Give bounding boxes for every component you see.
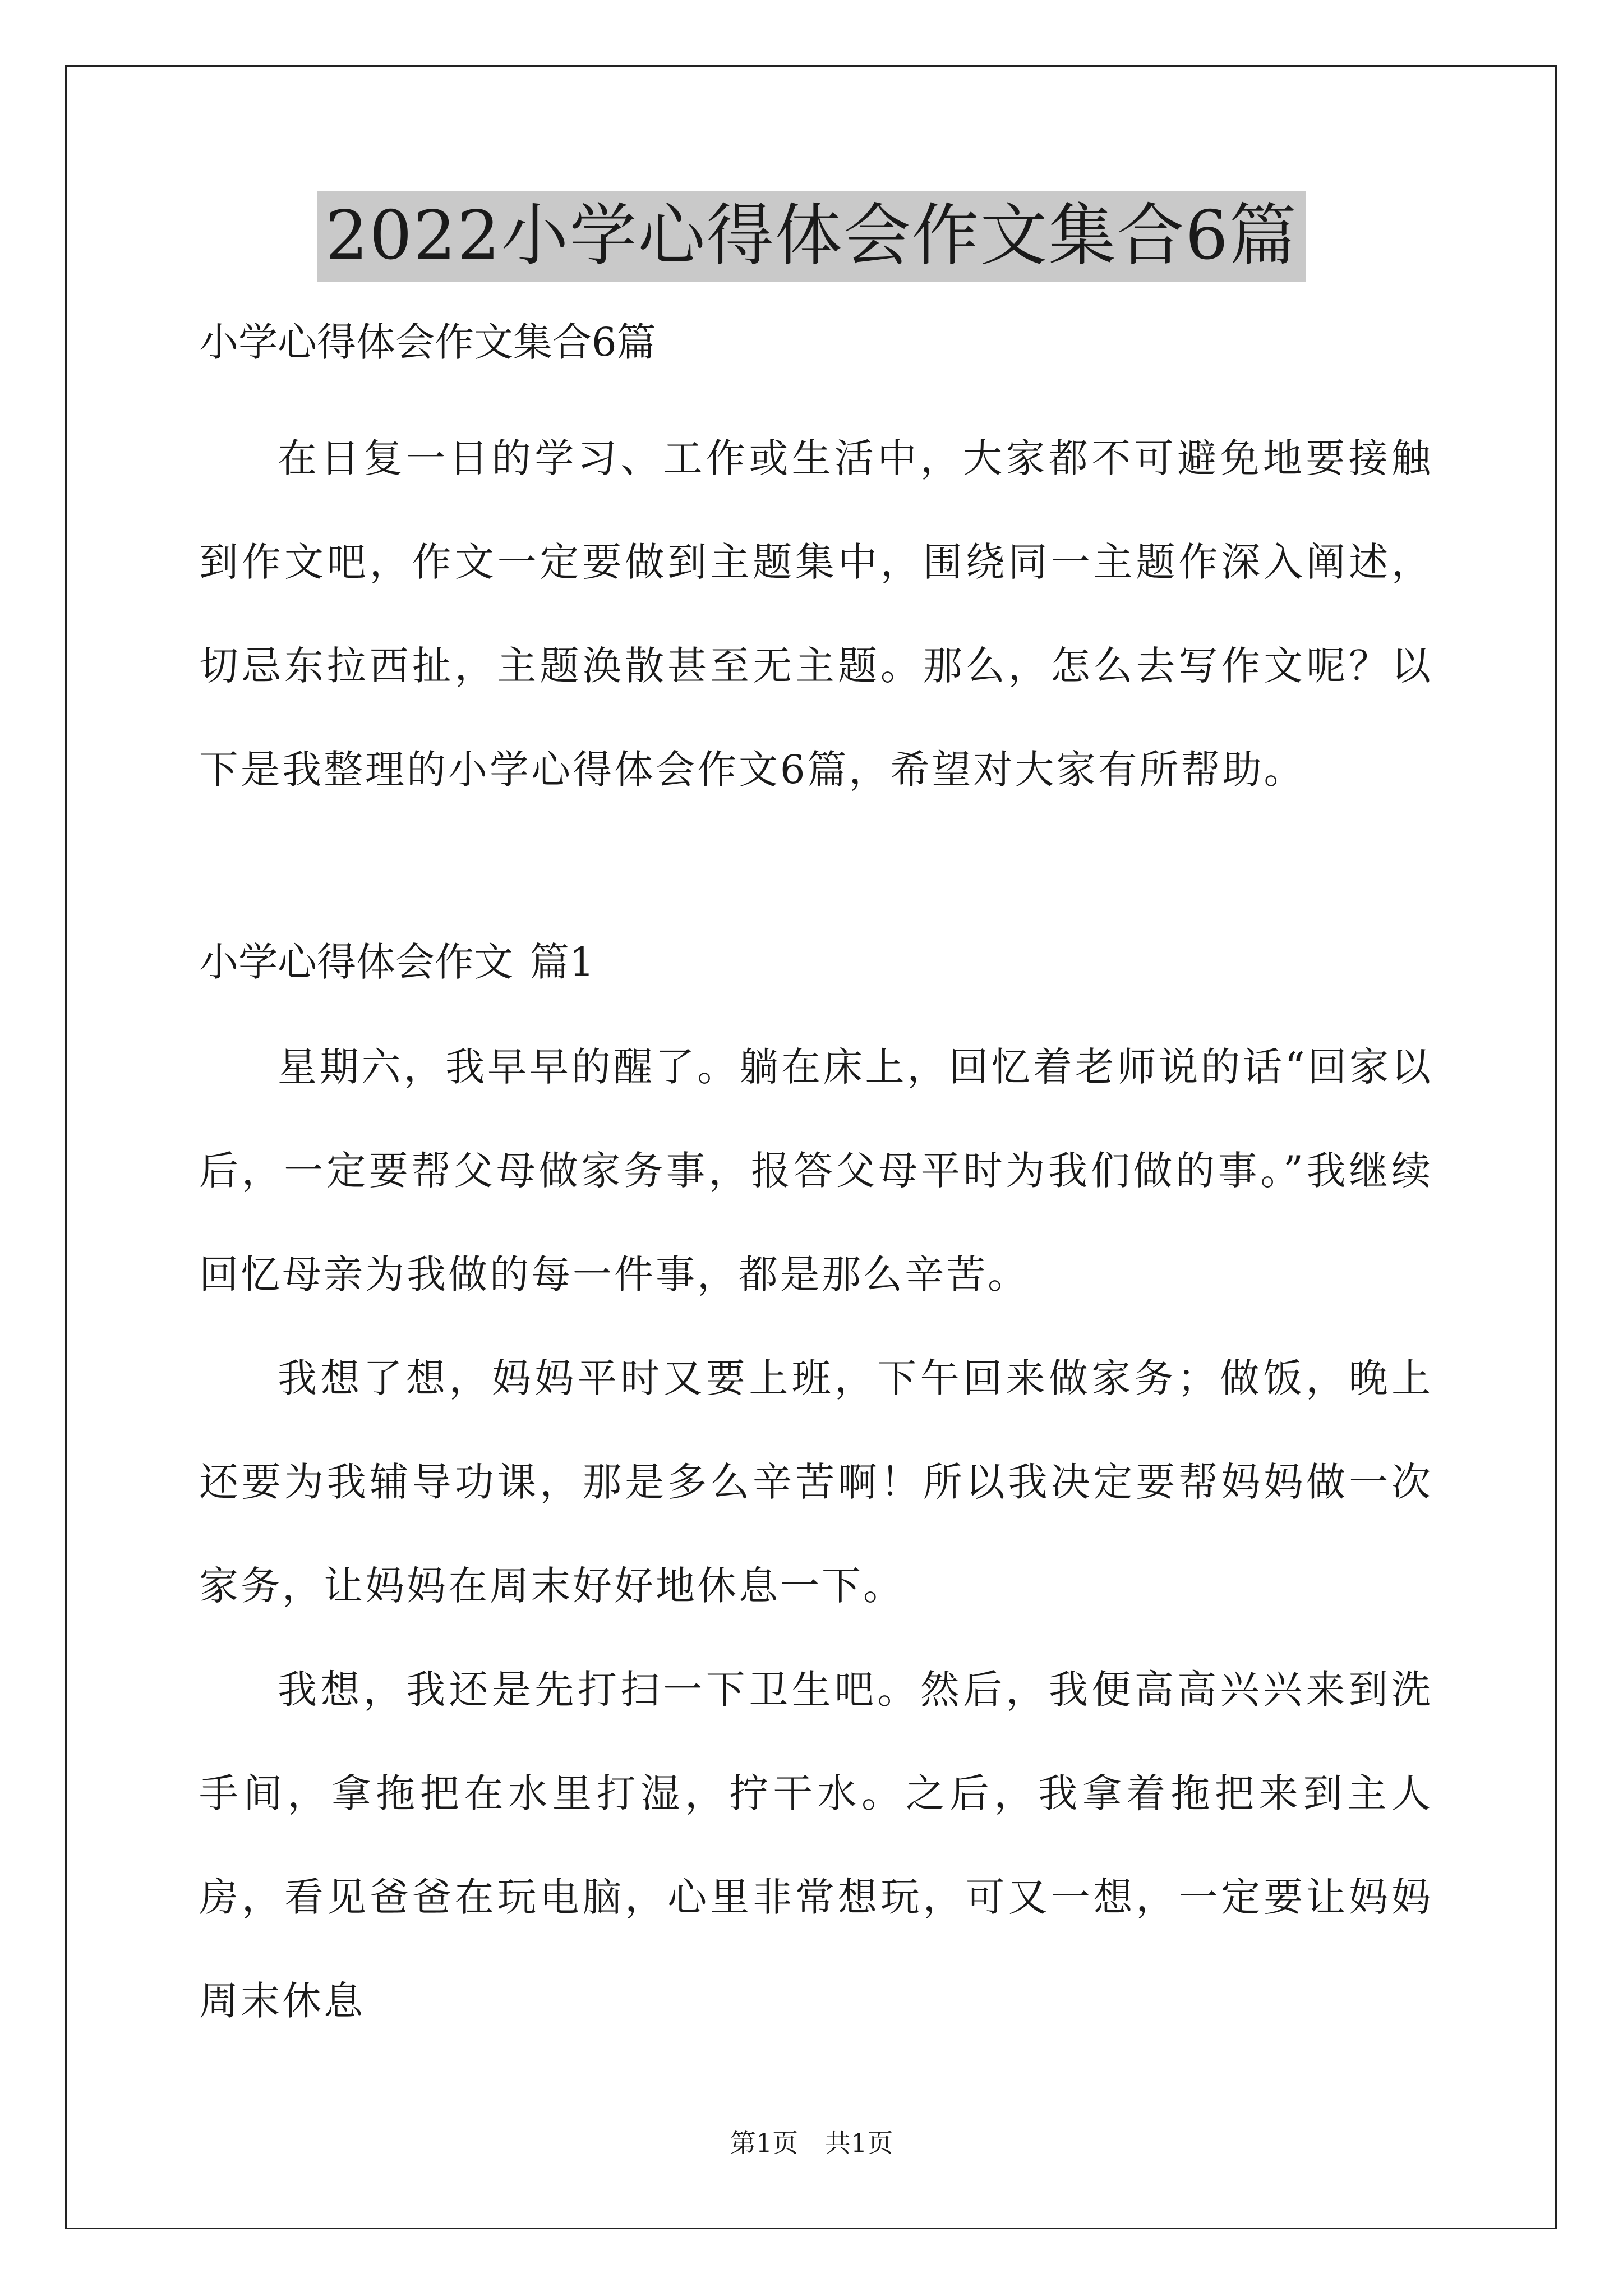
title-container — [0, 191, 1623, 282]
document-title: 2022小学心得体会作文集合6篇 — [317, 191, 1306, 282]
document-body — [199, 311, 1433, 2053]
document-subtitle: 小学心得体会作文集合6篇 — [199, 319, 656, 365]
body-paragraph: 我想，我还是先打扫一下卫生吧。然后，我便高高兴兴来到洗手间，拿拖把在水里打湿，拧干水。之后，我拿着拖把来到主人房，看见爸爸在玩电脑，心里非常想玩，可又一想，一定要让妈妈周末休息 — [199, 1667, 1433, 2024]
section-heading-part: 篇1 — [530, 939, 594, 985]
section-heading — [199, 931, 1433, 993]
page-number: 第1页 — [730, 2128, 798, 2158]
section-heading-main: 小学心得体会作文 — [199, 939, 513, 985]
body-paragraph: 星期六，我早早的醒了。躺在床上，回忆着老师说的话“回家以后，一定要帮父母做家务事，报答父母平时为我们做的事。”我继续回忆母亲为我做的每一件事，都是那么辛苦。 — [199, 1044, 1433, 1297]
intro-paragraph: 在日复一日的学习、工作或生活中，大家都不可避免地要接触到作文吧，作文一定要做到主题集中，围绕同一主题作深入阐述，切忌东拉西扯，主题涣散甚至无主题。那么，怎么去写作文呢？以下是我整理的小学心得体会作文6篇，希望对大家有所帮助。 — [199, 435, 1433, 793]
body-paragraph: 我想了想，妈妈平时又要上班，下午回来做家务；做饭，晚上还要为我辅导功课，那是多么辛苦啊！所以我决定要帮妈妈做一次家务，让妈妈在周末好好地休息一下。 — [199, 1355, 1433, 1609]
page-footer — [0, 2126, 1623, 2160]
page-total: 共1页 — [825, 2128, 893, 2158]
